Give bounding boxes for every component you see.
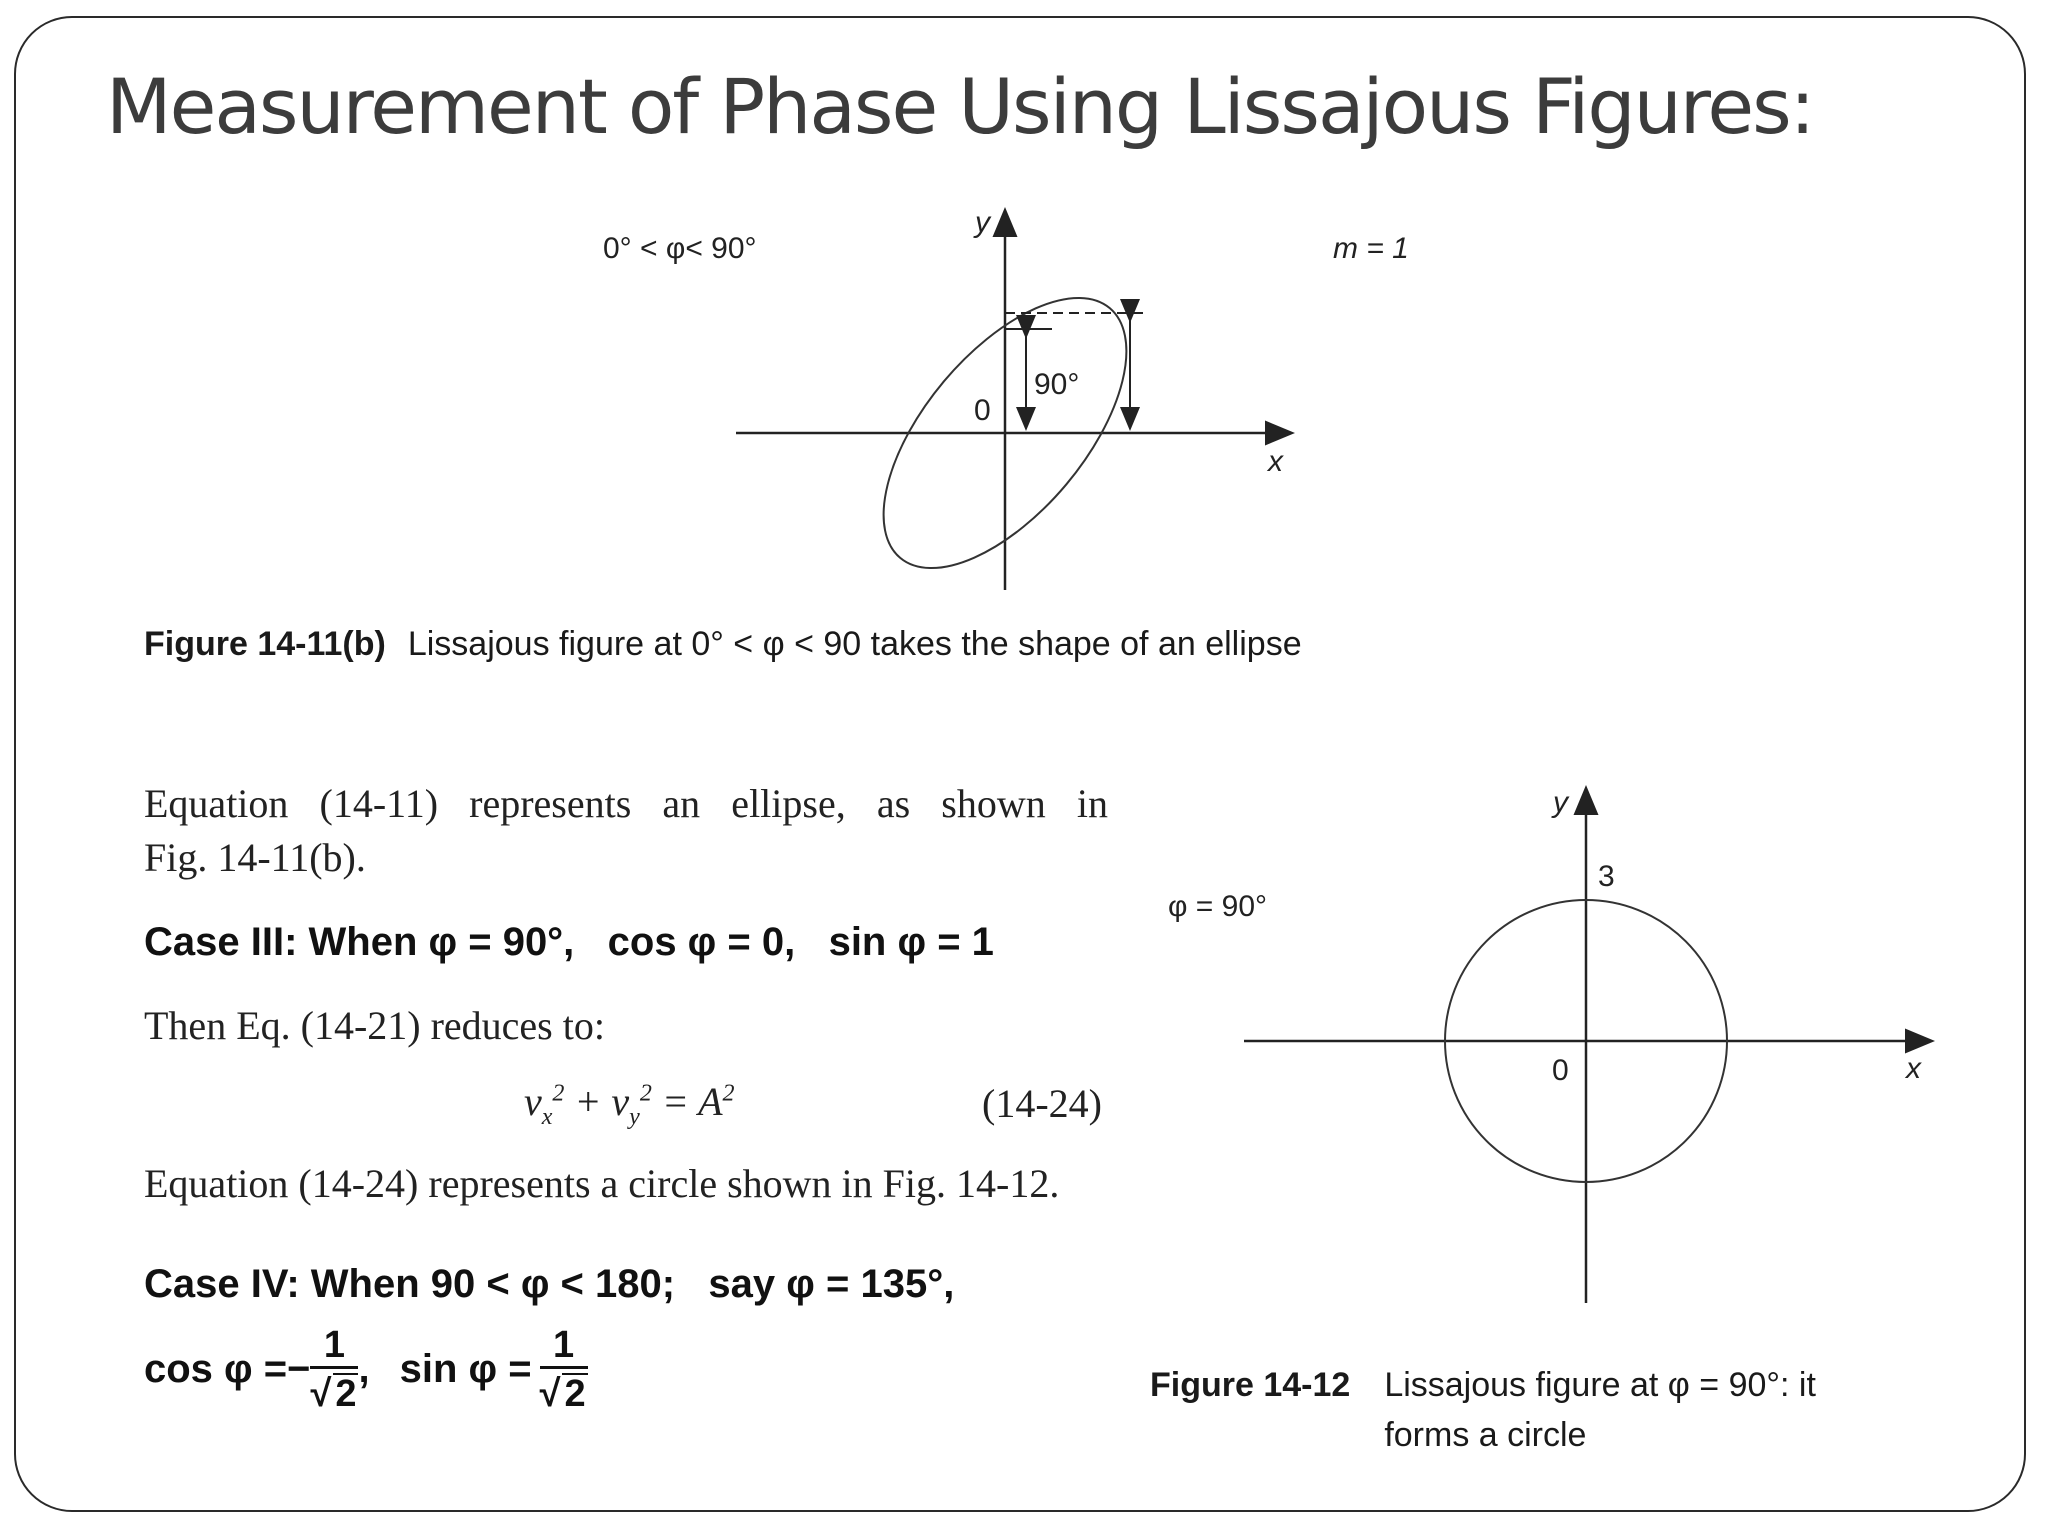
paragraph-1-line-1: Equation (14-11) represents an ellipse, as shown in	[144, 781, 1108, 826]
paragraph-1-line-2: Fig. 14-11(b).	[144, 835, 366, 880]
origin-label: 0	[1552, 1054, 1569, 1087]
y-axis-label: y	[1553, 786, 1568, 819]
fraction-sin: $\frac{1}{√ 2}$	[539, 1324, 586, 1415]
x-axis-label: x	[1906, 1052, 1921, 1085]
case-iv-values: cos φ =− $\frac{1}{√ 2}$ , sin φ = $\frac{1}{√ 2}$	[144, 1324, 586, 1415]
equation-number: (14-24)	[982, 1081, 1102, 1126]
reduces-text: Then Eq. (14-21) reduces to:	[144, 1003, 605, 1048]
caption-line-1: Lissajous figure at φ = 90°: it	[1384, 1366, 1816, 1404]
caption-number: Figure 14-11(b)	[144, 625, 386, 663]
radius-label: 3	[1598, 860, 1615, 893]
x-axis-label: x	[1268, 445, 1283, 478]
caption-text: Lissajous figure at 0° < φ < 90 takes the shape of an ellipse	[407, 625, 1302, 663]
origin-label: 0	[974, 394, 991, 427]
range-label: 0° < φ< 90°	[603, 232, 757, 265]
phi-label: φ = 90°	[1168, 890, 1268, 923]
case-iii-heading: Case III: When φ = 90°, cos φ = 0, sin φ = 1	[144, 920, 994, 964]
figure-14-12-caption	[1150, 1360, 1816, 1460]
equation-14-24: $v_x^2 + v_y^2 = A^2$	[524, 1079, 735, 1130]
fraction-cos: $\frac{1}{√ 2}$	[310, 1324, 357, 1415]
y-axis-label: y	[975, 206, 990, 239]
slide-title: Measurement of Phase Using Lissajous Figures:	[106, 62, 1814, 151]
caption-number: Figure 14-12	[1150, 1366, 1351, 1404]
angle-label: 90°	[1034, 368, 1080, 401]
case-iv-heading: Case IV: When 90 < φ < 180; say φ = 135°,	[144, 1262, 955, 1306]
caption-line-2: forms a circle	[1384, 1416, 1587, 1454]
paragraph-2: Equation (14-24) represents a circle shown in Fig. 14-12.	[144, 1161, 1060, 1206]
m-label: m = 1	[1333, 232, 1409, 265]
